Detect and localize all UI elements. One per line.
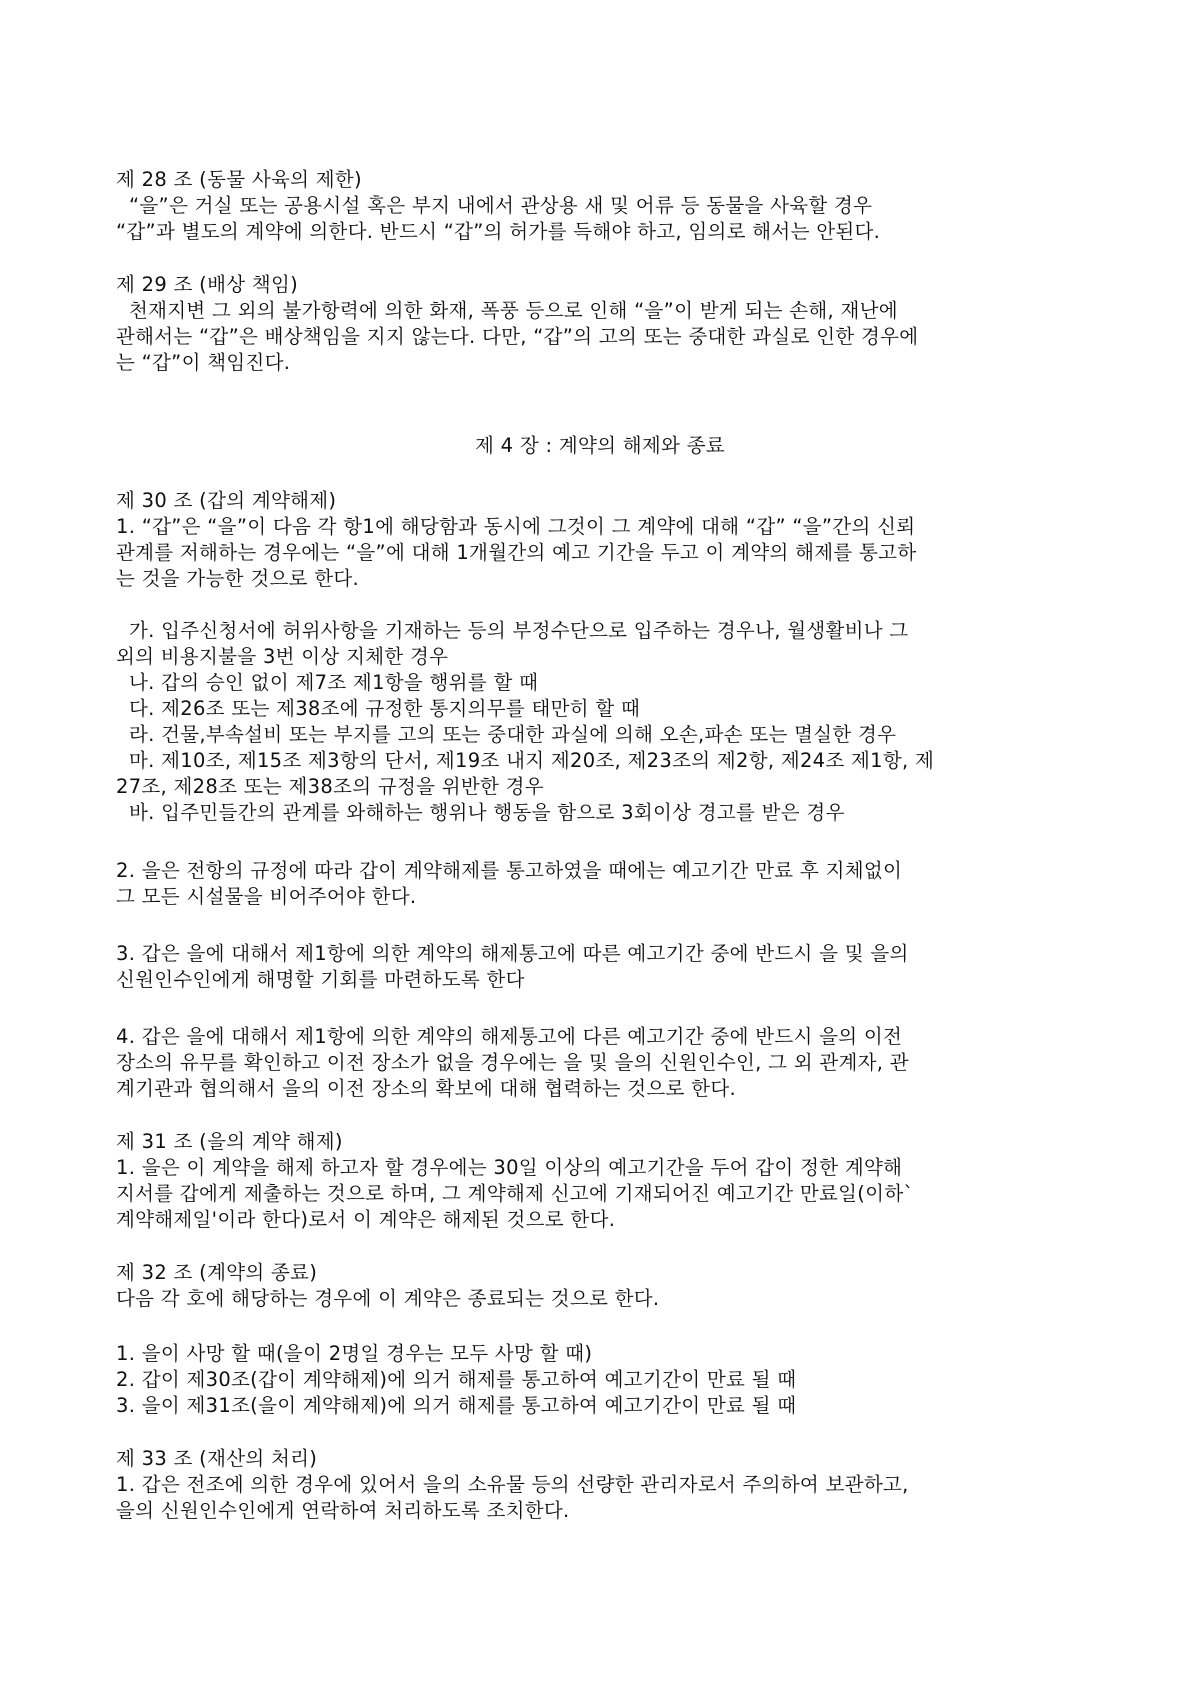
article-29-text-line: 천재지변 그 외의 불가항력에 의한 화재, 폭풍 등으로 인해 “을”이 받게 되는 손해, 재난에 bbox=[116, 299, 898, 322]
article-30-para-3-line: 3. 갑은 을에 대해서 제1항에 의한 계약의 해제통고에 따른 예고기간 중에 반드시 을 및 을의 bbox=[116, 942, 909, 965]
article-30-item-line: 27조, 제28조 또는 제38조의 규정을 위반한 경우 bbox=[116, 775, 544, 798]
article-28-text-line: “을”은 거실 또는 공용시설 혹은 부지 내에서 관상용 새 및 어류 등 동물을 사육할 경우 bbox=[116, 194, 873, 217]
article-28-title: 제 28 조 (동물 사육의 제한) bbox=[116, 168, 362, 191]
article-30-item-line: 가. 입주신청서에 허위사항을 기재하는 등의 부정수단으로 입주하는 경우나, 월생활비나 그 bbox=[116, 619, 909, 642]
article-29-text-line: 는 “갑”이 책임진다. bbox=[116, 351, 291, 374]
article-33-title: 제 33 조 (재산의 처리) bbox=[116, 1447, 318, 1470]
article-31-title: 제 31 조 (을의 계약 해제) bbox=[116, 1130, 343, 1153]
article-31-text-line: 계약해제일'이라 한다)로서 이 계약은 해제된 것으로 한다. bbox=[116, 1208, 616, 1231]
article-30-para-1-line: 1. “갑”은 “을”이 다음 각 항1에 해당함과 동시에 그것이 그 계약에 대해 “갑” “을”간의 신뢰 bbox=[116, 515, 916, 538]
article-31-text-line: 1. 을은 이 계약을 해제 하고자 할 경우에는 30일 이상의 예고기간을 두어 갑이 정한 계약해 bbox=[116, 1156, 903, 1179]
article-30-item-line: 라. 건물,부속설비 또는 부지를 고의 또는 중대한 과실에 의해 오손,파손 또는 멸실한 경우 bbox=[116, 723, 897, 746]
article-30-para-2-line: 2. 을은 전항의 규정에 따라 갑이 계약해제를 통고하였을 때에는 예고기간 만료 후 지체없이 bbox=[116, 859, 903, 882]
chapter-4-heading: 제 4 장 : 계약의 해제와 종료 bbox=[475, 434, 725, 457]
article-32-title: 제 32 조 (계약의 종료) bbox=[116, 1261, 318, 1284]
article-30-item-line: 나. 갑의 승인 없이 제7조 제1항을 행위를 할 때 bbox=[116, 671, 539, 694]
article-32-item: 3. 을이 제31조(을이 계약해제)에 의거 해제를 통고하여 예고기간이 만료 될 때 bbox=[116, 1394, 797, 1417]
article-30-item-line: 다. 제26조 또는 제38조에 규정한 통지의무를 태만히 할 때 bbox=[116, 697, 641, 720]
article-30-item-line: 바. 입주민들간의 관계를 와해하는 행위나 행동을 함으로 3회이상 경고를 받은 경우 bbox=[116, 801, 845, 824]
article-30-para-4-line: 계기관과 협의해서 을의 이전 장소의 확보에 대해 협력하는 것으로 한다. bbox=[116, 1077, 736, 1100]
article-32-item: 2. 갑이 제30조(갑이 계약해제)에 의거 해제를 통고하여 예고기간이 만료 될 때 bbox=[116, 1368, 797, 1391]
article-30-para-1-line: 는 것을 가능한 것으로 한다. bbox=[116, 567, 359, 590]
article-30-para-3-line: 신원인수인에게 해명할 기회를 마련하도록 한다 bbox=[116, 968, 525, 991]
article-30-para-2-line: 그 모든 시설물을 비어주어야 한다. bbox=[116, 885, 417, 908]
article-32-intro: 다음 각 호에 해당하는 경우에 이 계약은 종료되는 것으로 한다. bbox=[116, 1287, 660, 1310]
article-30-item-line: 마. 제10조, 제15조 제3항의 단서, 제19조 내지 제20조, 제23조의 제2항, 제24조 제1항, 제 bbox=[116, 749, 935, 772]
article-33-text-line: 을의 신원인수인에게 연락하여 처리하도록 조치한다. bbox=[116, 1499, 570, 1522]
article-29-title: 제 29 조 (배상 책임) bbox=[116, 273, 299, 296]
article-29-text-line: 관해서는 “갑”은 배상책임을 지지 않는다. 다만, “갑”의 고의 또는 중대한 과실로 인한 경우에 bbox=[116, 325, 919, 348]
article-30-para-1-line: 관계를 저해하는 경우에는 “을”에 대해 1개월간의 예고 기간을 두고 이 계약의 해제를 통고하 bbox=[116, 541, 917, 564]
article-33-text-line: 1. 갑은 전조에 의한 경우에 있어서 을의 소유물 등의 선량한 관리자로서 주의하여 보관하고, bbox=[116, 1473, 909, 1496]
article-28-text-line: “갑”과 별도의 계약에 의한다. 반드시 “갑”의 허가를 득해야 하고, 임의로 해서는 안된다. bbox=[116, 220, 881, 243]
article-30-item-line: 외의 비용지불을 3번 이상 지체한 경우 bbox=[116, 645, 449, 668]
article-32-item: 1. 을이 사망 할 때(을이 2명일 경우는 모두 사망 할 때) bbox=[116, 1342, 593, 1365]
article-30-para-4-line: 장소의 유무를 확인하고 이전 장소가 없을 경우에는 을 및 을의 신원인수인, 그 외 관계자, 관 bbox=[116, 1051, 909, 1074]
article-30-para-4-line: 4. 갑은 을에 대해서 제1항에 의한 계약의 해제통고에 다른 예고기간 중에 반드시 을의 이전 bbox=[116, 1025, 903, 1048]
article-30-title: 제 30 조 (갑의 계약해제) bbox=[116, 489, 337, 512]
article-31-text-line: 지서를 갑에게 제출하는 것으로 하며, 그 계약해제 신고에 기재되어진 예고기간 만료일(이하` bbox=[116, 1182, 914, 1205]
